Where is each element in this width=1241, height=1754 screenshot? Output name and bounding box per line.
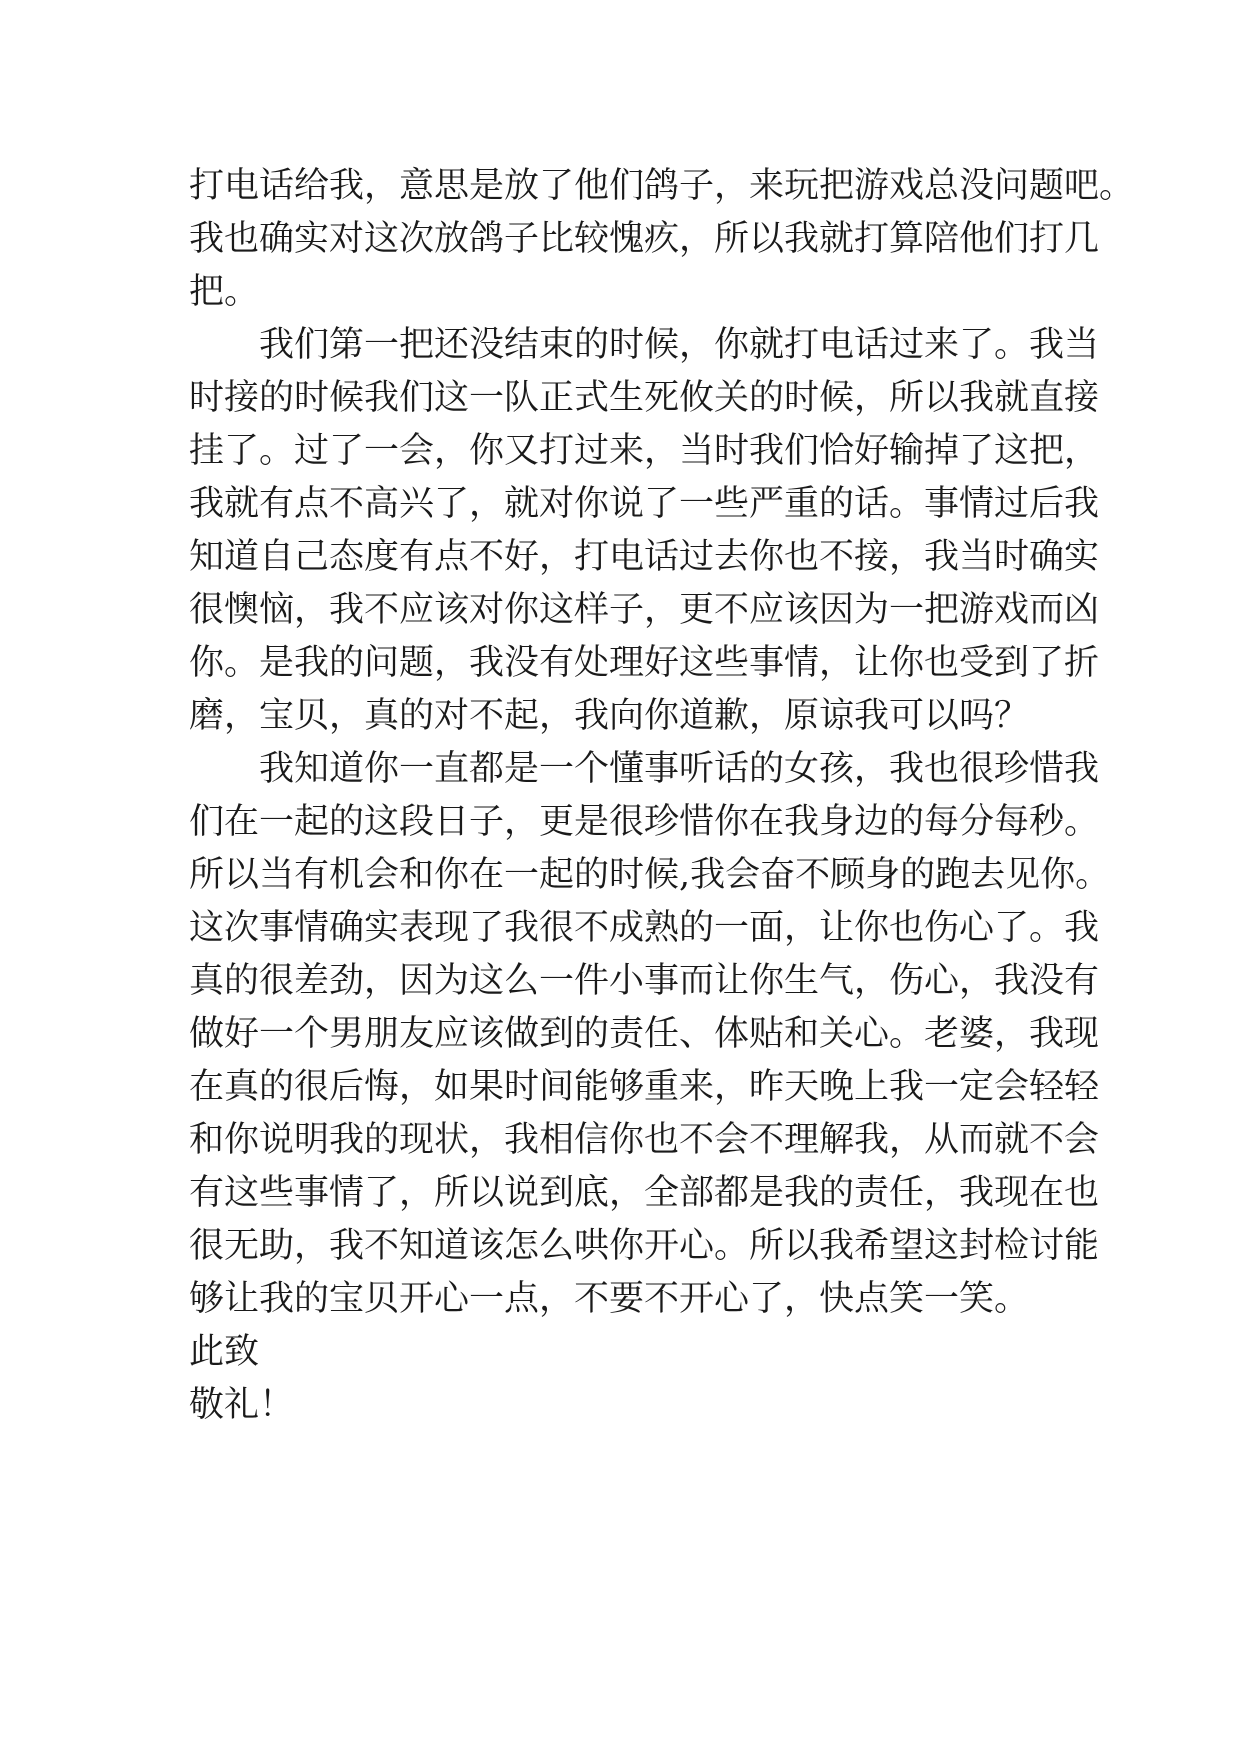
text-line: 所以当有机会和你在一起的时候,我会奋不顾身的跑去见你。: [189, 855, 1111, 895]
text-line: 们在一起的这段日子，更是很珍惜你在我身边的每分每秒。: [189, 802, 1100, 842]
text-line: 你。是我的问题，我没有处理好这些事情，让你也受到了折: [189, 643, 1100, 683]
text-line: 知道自己态度有点不好，打电话过去你也不接，我当时确实: [189, 537, 1100, 577]
text-line: 磨，宝贝，真的对不起，我向你道歉，原谅我可以吗？: [189, 696, 1030, 736]
letter-body: [189, 160, 1135, 1432]
text-line: 这次事情确实表现了我很不成熟的一面，让你也伤心了。我: [189, 908, 1100, 948]
text-line: 在真的很后悔，如果时间能够重来，昨天晚上我一定会轻轻: [189, 1067, 1100, 1107]
text-line: 把。: [189, 272, 260, 312]
text-line: 挂了。过了一会，你又打过来，当时我们恰好输掉了这把，: [189, 431, 1100, 471]
text-line: 我们第一把还没结束的时候，你就打电话过来了。我当: [259, 325, 1100, 365]
text-line: 和你说明我的现状，我相信你也不会不理解我，从而就不会: [189, 1120, 1100, 1160]
text-line: 我就有点不高兴了，就对你说了一些严重的话。事情过后我: [189, 484, 1100, 524]
text-line: 有这些事情了，所以说到底，全部都是我的责任，我现在也: [189, 1173, 1100, 1213]
closing-salutation: 此致: [189, 1332, 260, 1372]
closing-regards: 敬礼！: [189, 1385, 295, 1425]
text-line: 时接的时候我们这一队正式生死攸关的时候，所以我就直接: [189, 378, 1100, 418]
text-line: 我知道你一直都是一个懂事听话的女孩，我也很珍惜我: [259, 749, 1100, 789]
text-line: 很懊恼，我不应该对你这样子，更不应该因为一把游戏而凶: [189, 590, 1100, 630]
text-line: 做好一个男朋友应该做到的责任、体贴和关心。老婆，我现: [189, 1014, 1100, 1054]
text-line: 很无助，我不知道该怎么哄你开心。所以我希望这封检讨能: [189, 1226, 1100, 1266]
text-line: 我也确实对这次放鸽子比较愧疚，所以我就打算陪他们打几: [189, 219, 1100, 259]
text-line: 真的很差劲，因为这么一件小事而让你生气，伤心，我没有: [189, 961, 1100, 1001]
text-line: 打电话给我，意思是放了他们鸽子，来玩把游戏总没问题吧。: [189, 166, 1135, 206]
text-line: 够让我的宝贝开心一点，不要不开心了，快点笑一笑。: [189, 1279, 1030, 1319]
